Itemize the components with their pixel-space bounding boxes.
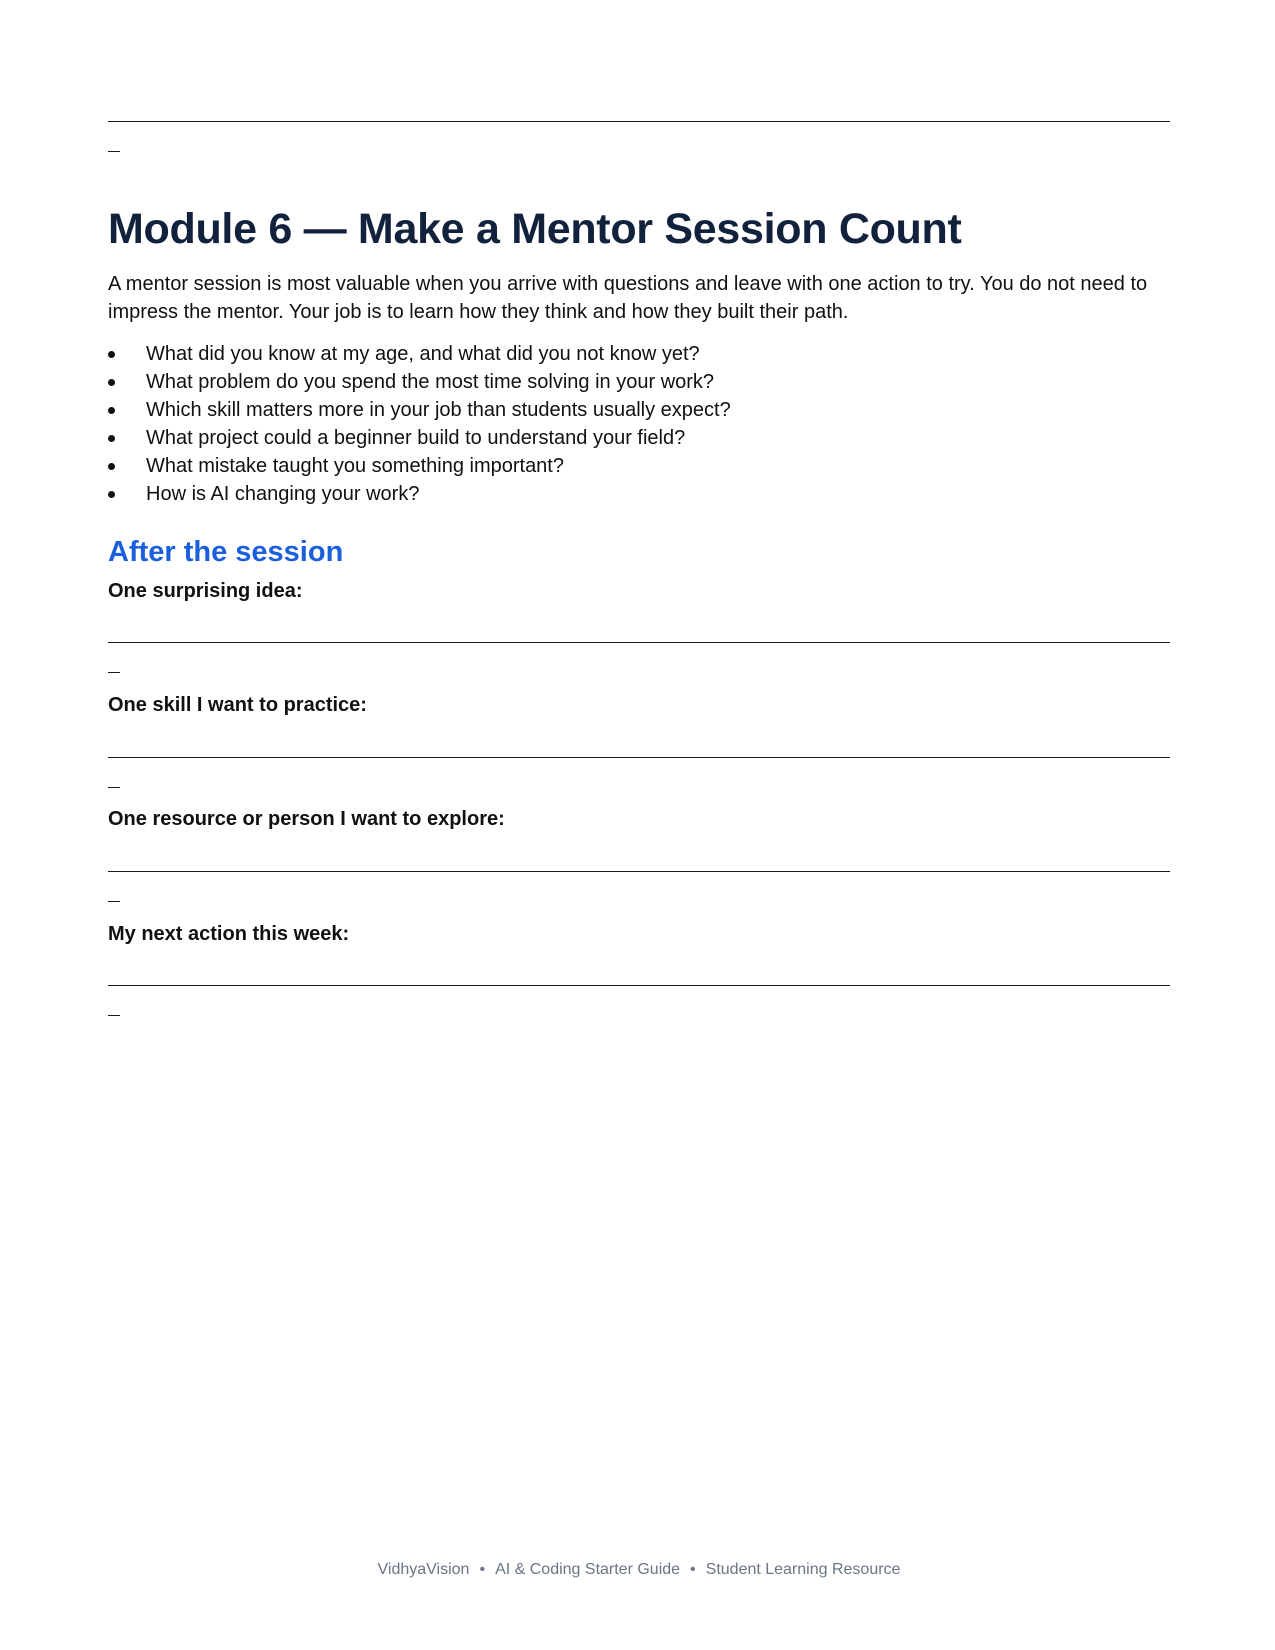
footer-separator: • xyxy=(690,1561,696,1578)
bullet-icon xyxy=(108,435,115,442)
bullet-icon xyxy=(108,463,115,470)
prompt-skill-to-practice: One skill I want to practice: xyxy=(108,694,367,716)
question-text: How is AI changing your work? xyxy=(146,483,420,505)
writing-line xyxy=(108,642,1170,643)
list-item xyxy=(108,396,1170,424)
bullet-icon xyxy=(108,407,115,414)
bullet-icon xyxy=(108,379,115,386)
footer-brand: VidhyaVision xyxy=(377,1561,470,1578)
prompt-surprising-idea: One surprising idea: xyxy=(108,580,303,602)
question-text: Which skill matters more in your job than students usually expect? xyxy=(146,399,731,421)
list-item xyxy=(108,368,1170,396)
writing-line-tail xyxy=(108,151,120,152)
writing-line-tail xyxy=(108,901,120,902)
document-page xyxy=(108,0,1170,1650)
writing-line xyxy=(108,121,1170,122)
intro-paragraph: A mentor session is most valuable when you arrive with questions and leave with one action to try. You do not need to impress the mentor. Your job is to learn how they think and how they built their path. xyxy=(108,273,1148,323)
footer-separator: • xyxy=(479,1561,486,1578)
page-footer xyxy=(108,1561,1170,1579)
writing-line-tail xyxy=(108,787,120,788)
writing-line xyxy=(108,985,1170,986)
writing-line-tail xyxy=(108,1015,120,1016)
footer-resource: Student Learning Resource xyxy=(705,1561,901,1578)
writing-line-tail xyxy=(108,672,120,673)
bullet-icon xyxy=(108,351,115,358)
prompt-resource-to-explore: One resource or person I want to explore: xyxy=(108,808,505,830)
question-list xyxy=(108,340,1170,508)
question-text: What project could a beginner build to understand your field? xyxy=(146,427,686,449)
writing-line xyxy=(108,871,1170,872)
question-text: What problem do you spend the most time solving in your work? xyxy=(146,371,715,393)
bullet-icon xyxy=(108,491,115,498)
list-item xyxy=(108,340,1170,368)
after-session-heading: After the session xyxy=(108,536,344,568)
writing-line xyxy=(108,757,1170,758)
list-item xyxy=(108,424,1170,452)
page-title: Module 6 — Make a Mentor Session Count xyxy=(108,205,962,253)
list-item xyxy=(108,480,1170,508)
question-text: What did you know at my age, and what did you not know yet? xyxy=(146,343,700,365)
prompt-next-action: My next action this week: xyxy=(108,923,350,945)
question-text: What mistake taught you something important? xyxy=(146,455,564,477)
footer-guide: AI & Coding Starter Guide xyxy=(495,1561,681,1578)
list-item xyxy=(108,452,1170,480)
